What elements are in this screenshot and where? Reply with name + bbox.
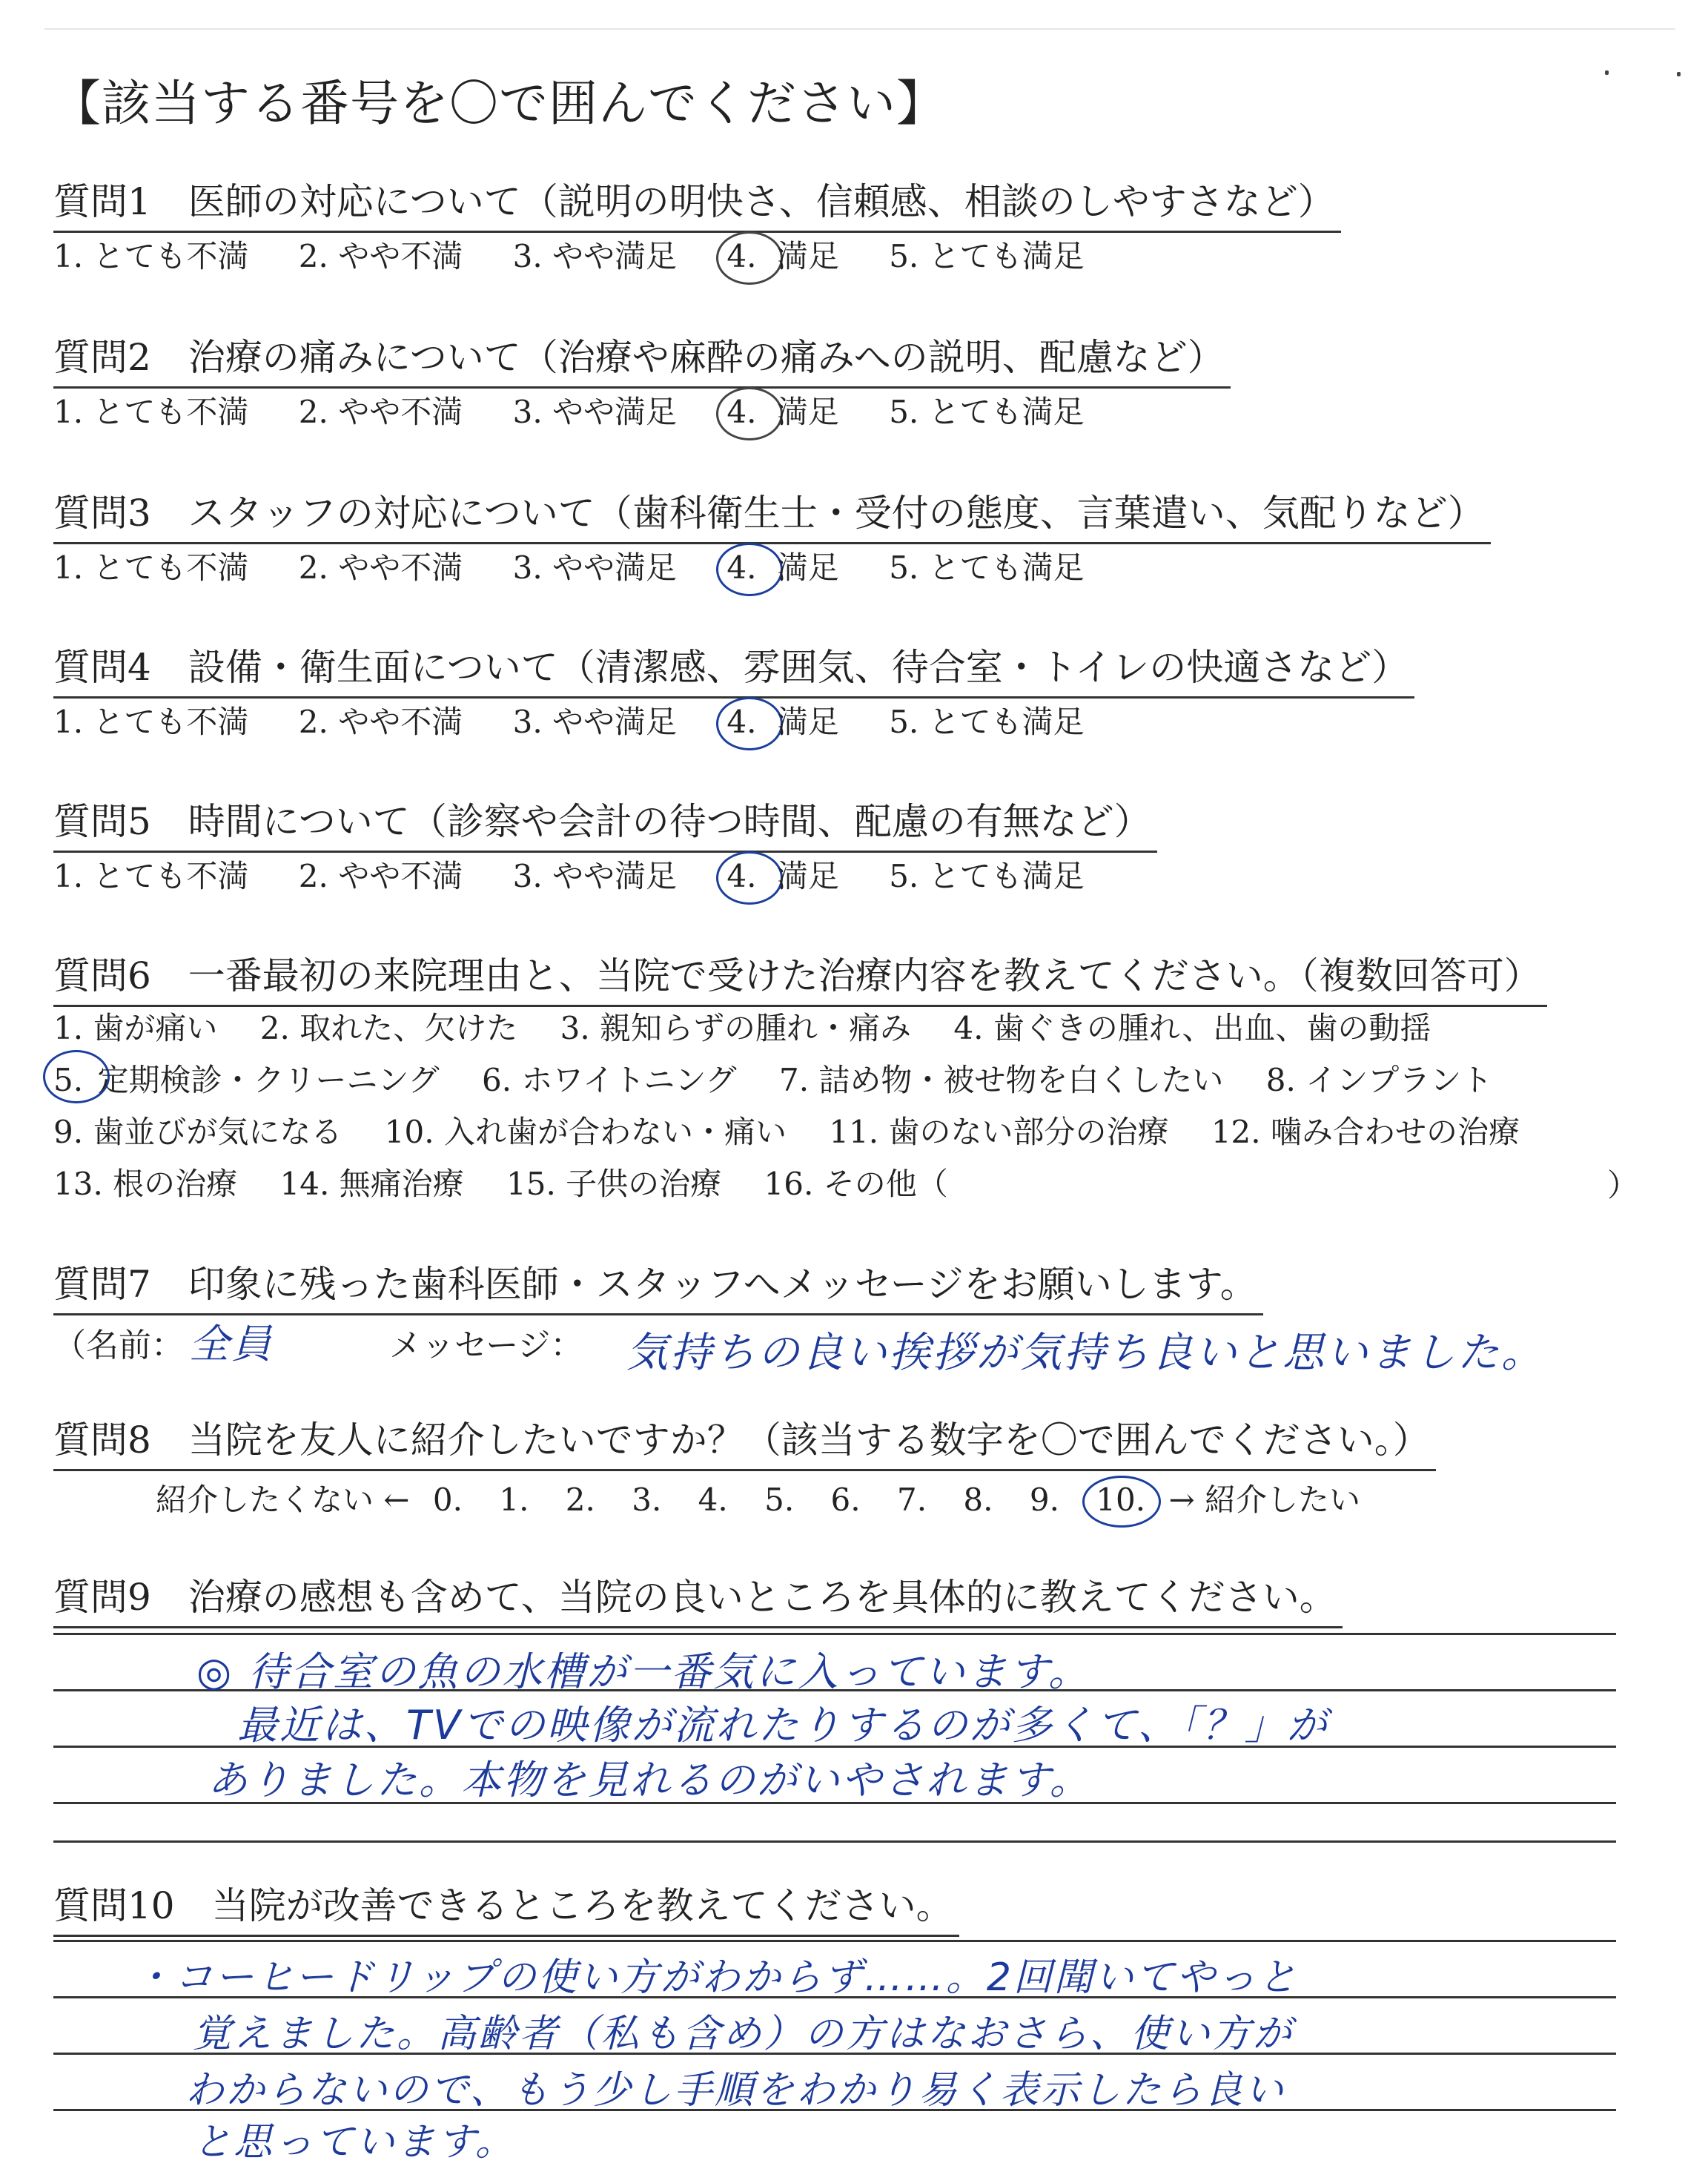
question-6-row-4: [53, 1158, 948, 1210]
option-3[interactable]: 3. 親知らずの腫れ・痛み: [560, 1010, 912, 1046]
q9-answer-line-3[interactable]: ありました。本物を見れるのがいやされます。: [208, 1757, 1092, 1803]
question-3-options: [53, 547, 1125, 589]
option-3[interactable]: 3. やや満足: [512, 704, 678, 740]
option-14[interactable]: 14. 無痛治療: [279, 1166, 464, 1202]
option-1[interactable]: 1. とても不満: [53, 704, 249, 740]
scale-0[interactable]: 0.: [432, 1482, 463, 1518]
question-7-title: 質問7 印象に残った歯科医師・スタッフへメッセージをお願いします。: [53, 1261, 1257, 1308]
question-6-title: 質問6 一番最初の来院理由と、当院で受けた治療内容を教えてください。（複数回答可）: [53, 952, 1541, 1000]
scale-8[interactable]: 8.: [963, 1482, 993, 1518]
option-2[interactable]: 2. やや不満: [298, 238, 463, 274]
option-1[interactable]: 1. とても不満: [53, 238, 249, 274]
option-9[interactable]: 9. 歯並びが気になる: [53, 1114, 342, 1150]
option-12[interactable]: 12. 噛み合わせの治療: [1211, 1114, 1520, 1150]
question-5-title: 質問5 時間について（診察や会計の待つ時間、配慮の有無など）: [53, 798, 1151, 845]
option-4-label[interactable]: 満足: [776, 549, 839, 586]
scale-right-label: → 紹介したい: [1168, 1482, 1360, 1518]
option-16-close-paren: ）: [1607, 1167, 1639, 1203]
option-4-label[interactable]: 満足: [776, 704, 839, 740]
option-5[interactable]: 5. とても満足: [889, 394, 1085, 430]
question-8-title: 質問8 当院を友人に紹介したいですか？（該当する数字を〇で囲んでください。）: [53, 1416, 1430, 1464]
scale-left-label: 紹介したくない ←: [156, 1482, 410, 1518]
option-4-circled[interactable]: 4.: [726, 701, 756, 743]
q10-answer-line-2[interactable]: 覚えました。高齢者（私も含め）の方はなおさら、使い方が: [193, 2012, 1294, 2056]
question-4-options: [53, 701, 1125, 743]
question-1-title: 質問1 医師の対応について（説明の明快さ、信頼感、相談のしやすさなど）: [53, 178, 1335, 225]
recommend-scale: [156, 1476, 1360, 1520]
q10-answer-line-1[interactable]: ・コーヒードリップの使い方がわからず……。2回聞いてやっと: [133, 1955, 1299, 2000]
option-6[interactable]: 6. ホワイトニング: [481, 1062, 737, 1098]
option-4-circled[interactable]: 4.: [726, 547, 756, 589]
message-answer[interactable]: 気持ちの良い挨拶が気持ち良いと思いました。: [626, 1329, 1545, 1377]
scale-1[interactable]: 1.: [499, 1482, 529, 1518]
q10-answer-line-3[interactable]: わからないので、もう少し手順をわかり易く表示したら良い: [185, 2068, 1285, 2113]
name-label: （名前：: [53, 1327, 184, 1364]
option-1[interactable]: 1. とても不満: [53, 394, 249, 430]
question-4-title: 質問4 設備・衛生面について（清潔感、雰囲気、待合室・トイレの快適さなど）: [53, 644, 1409, 691]
option-4-label[interactable]: 満足: [776, 394, 839, 430]
option-3[interactable]: 3. やや満足: [512, 549, 678, 586]
option-5-label[interactable]: 定期検診・クリーニング: [97, 1062, 440, 1098]
scale-6[interactable]: 6.: [830, 1482, 861, 1518]
scale-10-circled[interactable]: 10.: [1096, 1482, 1146, 1518]
option-4-label[interactable]: 満足: [776, 238, 839, 274]
question-1-options: [53, 236, 1125, 277]
option-4-circled[interactable]: 4.: [726, 856, 756, 897]
answer-line: [53, 1840, 1616, 1843]
scale-7[interactable]: 7.: [896, 1482, 927, 1518]
q9-answer-line-2[interactable]: 最近は、TVでの映像が流れたりするのが多くて、「？」が: [237, 1702, 1329, 1749]
scale-9[interactable]: 9.: [1029, 1482, 1059, 1518]
scale-2[interactable]: 2.: [565, 1482, 595, 1518]
scale-5[interactable]: 5.: [764, 1482, 795, 1518]
scan-speck: [1677, 72, 1681, 76]
option-1[interactable]: 1. とても不満: [53, 549, 249, 586]
q10-answer-line-4[interactable]: と思っています。: [193, 2120, 516, 2165]
option-3[interactable]: 3. やや満足: [512, 238, 678, 274]
option-15[interactable]: 15. 子供の治療: [506, 1166, 722, 1202]
option-5[interactable]: 5. とても満足: [889, 858, 1085, 894]
scale-4[interactable]: 4.: [698, 1482, 728, 1518]
question-9-title: 質問9 治療の感想も含めて、当院の良いところを具体的に教えてください。: [53, 1574, 1337, 1621]
option-4[interactable]: 4. 歯ぐきの腫れ、出血、歯の動揺: [953, 1010, 1431, 1046]
option-1[interactable]: 1. 歯が痛い: [53, 1010, 218, 1046]
question-6-row-2: [53, 1054, 1525, 1106]
question-2-options: [53, 392, 1125, 433]
option-8[interactable]: 8. インプラント: [1265, 1062, 1493, 1098]
option-7[interactable]: 7. 詰め物・被せ物を白くしたい: [778, 1062, 1224, 1098]
form-heading: 【該当する番号を〇で囲んでください】: [52, 75, 946, 132]
option-5[interactable]: 5. とても満足: [889, 704, 1085, 740]
question-10-title: 質問10 当院が改善できるところを教えてください。: [53, 1882, 953, 1929]
question-6-row-1: [53, 1003, 1463, 1054]
option-4-circled[interactable]: 4.: [726, 392, 756, 433]
question-6-row-3: [53, 1106, 1552, 1158]
option-2[interactable]: 2. やや不満: [298, 394, 463, 430]
option-4-label[interactable]: 満足: [776, 858, 839, 894]
option-2[interactable]: 2. 取れた、欠けた: [259, 1010, 518, 1046]
question-3-title: 質問3 スタッフの対応について（歯科衛生士・受付の態度、言葉遣い、気配りなど）: [53, 489, 1485, 537]
question-2-title: 質問2 治療の痛みについて（治療や麻酔の痛みへの説明、配慮など）: [53, 334, 1225, 381]
option-13[interactable]: 13. 根の治療: [53, 1166, 238, 1202]
option-3[interactable]: 3. やや満足: [512, 394, 678, 430]
option-5[interactable]: 5. とても満足: [889, 238, 1085, 274]
top-edge-line: [44, 28, 1675, 30]
option-5[interactable]: 5. とても満足: [889, 549, 1085, 586]
option-16[interactable]: 16. その他（: [764, 1166, 948, 1202]
answer-line: [53, 1633, 1616, 1635]
option-2[interactable]: 2. やや不満: [298, 704, 463, 740]
scale-3[interactable]: 3.: [632, 1482, 662, 1518]
q9-answer-line-1[interactable]: ◎ 待合室の魚の水槽が一番気に入っています。: [196, 1648, 1090, 1695]
option-5-circled[interactable]: 5.: [53, 1054, 83, 1106]
option-2[interactable]: 2. やや不満: [298, 549, 463, 586]
option-2[interactable]: 2. やや不満: [298, 858, 463, 894]
question-5-options: [53, 856, 1125, 897]
option-11[interactable]: 11. 歯のない部分の治療: [829, 1114, 1169, 1150]
name-answer[interactable]: 全員: [189, 1321, 274, 1367]
option-10[interactable]: 10. 入れ歯が合わない・痛い: [384, 1114, 787, 1150]
message-label: メッセージ：: [389, 1327, 583, 1364]
scan-speck: [1605, 70, 1609, 75]
option-4-circled[interactable]: 4.: [726, 236, 756, 277]
option-1[interactable]: 1. とても不満: [53, 858, 249, 894]
answer-line: [53, 1940, 1616, 1942]
option-3[interactable]: 3. やや満足: [512, 858, 678, 894]
